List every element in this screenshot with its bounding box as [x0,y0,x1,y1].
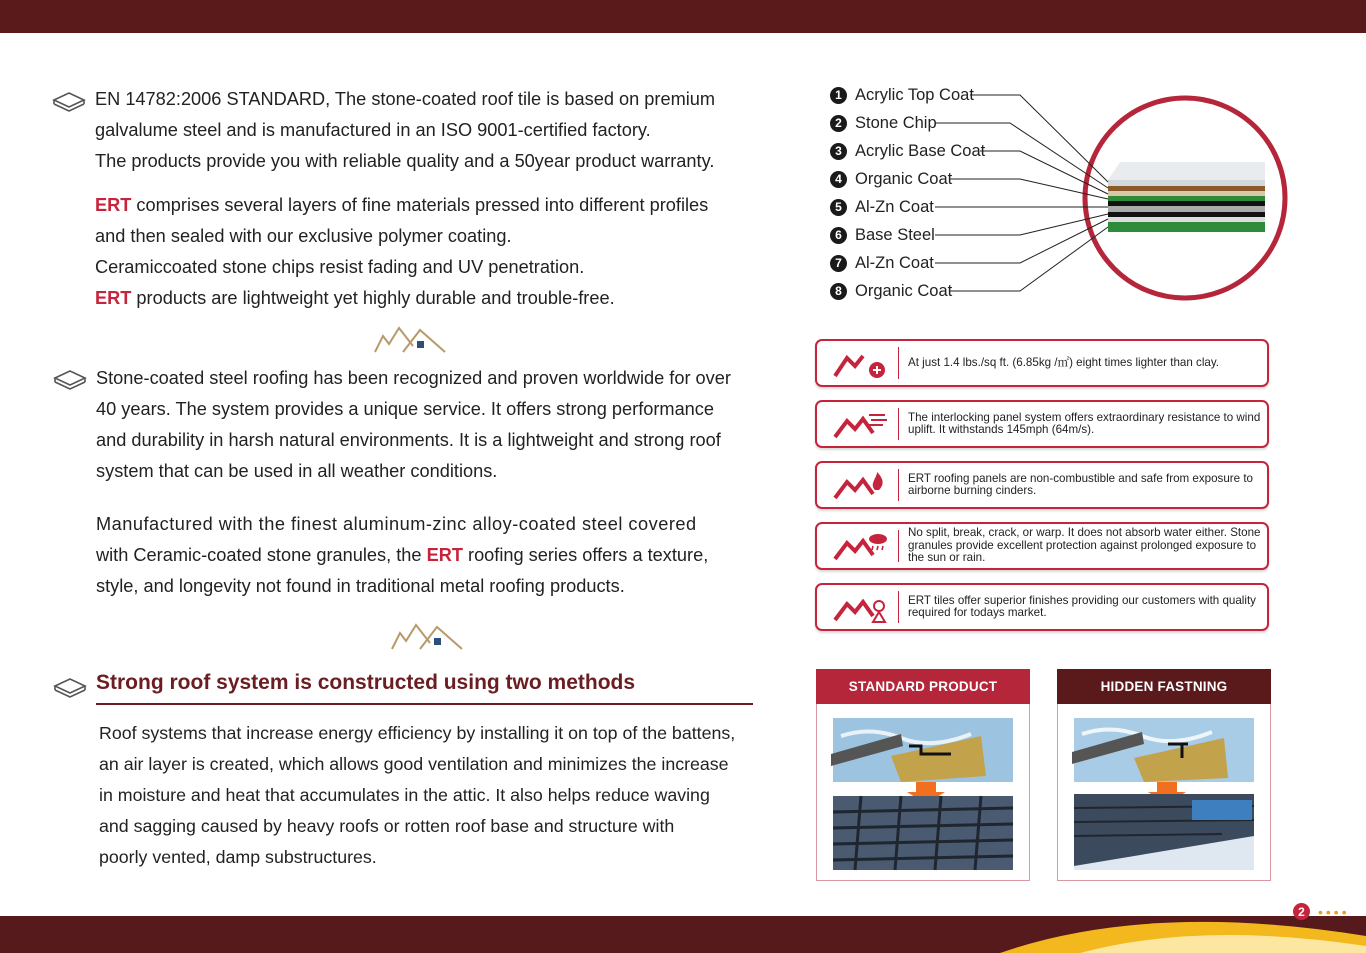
layer-item: 1 Acrylic Top Coat [830,82,974,108]
layer-item: 2 Stone Chip [830,110,937,136]
intro-line: EN 14782:2006 STANDARD, The stone-coated roof tile is based on premium [95,89,716,109]
bottom-banner [0,916,1366,953]
manufactured-line: roofing series offers a texture, [462,545,709,565]
top-banner [0,0,1366,33]
methods-line: poorly vented, damp substructures. [99,847,377,867]
ert-line: products are lightweight yet highly durable and trouble-free. [131,288,615,308]
methods-line: an air layer is created, which allows good ventilation and minimizes the increase [99,754,729,774]
page-dots: •••• [1318,904,1350,920]
panel-title: STANDARD PRODUCT [816,669,1030,704]
methods-heading: Strong roof system is constructed using two methods [96,671,636,694]
roof-weight-icon [833,348,889,380]
feature-text: At just 1.4 lbs./sq ft. (6.85kg /㎡) eight times lighter than clay. [908,355,1220,369]
layer-item: 7 Al-Zn Coat [830,250,934,276]
house-divider-icon [390,621,464,651]
roof-wind-icon [833,409,889,441]
roof-rain-icon [833,531,889,563]
intro-paragraph [95,84,715,177]
methods-line: Roof systems that increase energy efficiency by installing it on top of the battens, [99,723,736,743]
heading-divider [96,703,753,705]
ert-line: Ceramiccoated stone chips resist fading and UV penetration. [95,257,585,277]
manufactured-paragraph [96,509,708,602]
methods-line: and sagging caused by heavy roofs or rotten roof base and structure with [99,816,675,836]
house-divider-icon [373,324,447,354]
layer-item: 8 Organic Coat [830,278,952,304]
roof-quality-icon [833,592,889,624]
layer-item: 6 Base Steel [830,222,935,248]
methods-line: in moisture and heat that accumulates in the attic. It also helps reduce waving [99,785,710,805]
feature-quality [815,583,1269,631]
proven-line: Stone-coated steel roofing has been recognized and proven worldwide for over [96,368,731,388]
proven-line: system that can be used in all weather conditions. [96,461,498,481]
ert-line: comprises several layers of fine materials pressed into different profiles [131,195,709,215]
feature-wind [815,400,1269,448]
layer-item: 3 Acrylic Base Coat [830,138,985,164]
methods-paragraph [99,718,735,873]
panel-title: HIDDEN FASTNING [1057,669,1271,704]
ert-brand: ERT [95,195,132,215]
intro-line: galvalume steel and is manufactured in an ISO 9001-certified factory. [95,120,651,140]
manufactured-line: with Ceramic-coated stone granules, the [96,545,427,565]
standard-product-panel [816,669,1030,881]
proven-paragraph [96,363,731,487]
proven-line: and durability in harsh natural environments. It is a lightweight and strong roof [96,430,721,450]
intro-line: The products provide you with reliable quality and a 50year product warranty. [95,151,715,171]
manufactured-line: Manufactured with the finest aluminum-zinc alloy-coated steel covered [96,514,697,534]
page-number: 2 [1293,903,1310,920]
feature-text: The interlocking panel system offers extraordinary resistance to wind uplift. It withstands 145mph (64m/s). [908,410,1261,436]
layer-item: 5 Al-Zn Coat [830,194,934,220]
ert-line: and then sealed with our exclusive polymer coating. [95,226,512,246]
feature-text: No split, break, crack, or warp. It does not absorb water either. Stone granules provide excellent protection against prolonged exposure to the sun or rain. [908,526,1261,565]
standard-install-illustration [831,716,1017,872]
layers-bullet-icon [53,367,87,393]
feature-weather [815,522,1269,570]
hidden-fastening-panel [1057,669,1271,881]
feature-lightweight [815,339,1269,387]
feature-text: ERT tiles offer superior finishes providing our customers with quality required for todays market. [908,593,1256,619]
ert-brand: ERT [426,545,463,565]
roof-fire-icon [833,470,889,502]
ert-brand: ERT [95,288,132,308]
proven-line: 40 years. The system provides a unique service. It offers strong performance [96,399,715,419]
feature-fire [815,461,1269,509]
ert-paragraph [95,190,708,314]
layers-bullet-icon [53,675,87,701]
layers-bullet-icon [52,89,86,115]
feature-text: ERT roofing panels are non-combustible and safe from exposure to airborne burning cinders. [908,471,1254,497]
manufactured-line: style, and longevity not found in traditional metal roofing products. [96,576,625,596]
hidden-install-illustration [1072,716,1258,872]
layer-item: 4 Organic Coat [830,166,952,192]
gold-swoosh [0,916,1366,953]
